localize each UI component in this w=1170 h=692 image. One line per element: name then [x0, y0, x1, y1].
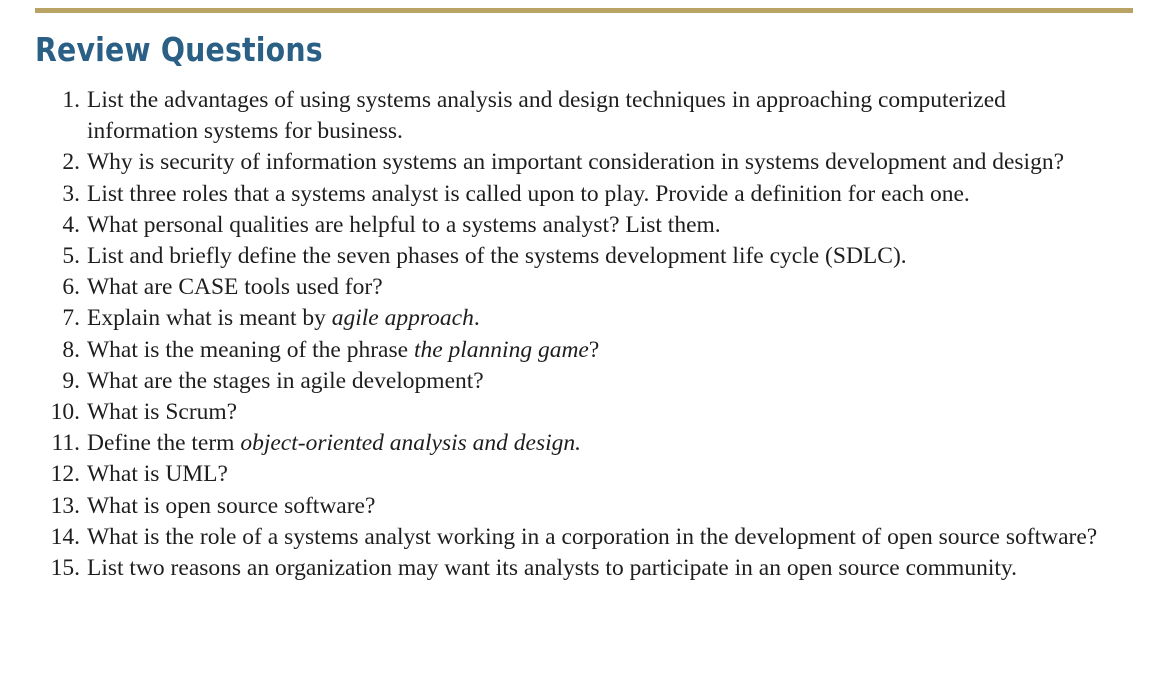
question-text-lead: Explain what is meant by: [87, 305, 332, 332]
question-item: [0, 210, 1170, 241]
question-text: List the advantages of using systems analysis and design techniques in approaching computerized information systems for business.: [87, 87, 1006, 145]
question-number: 1.: [62, 87, 80, 113]
question-item: [0, 147, 1170, 178]
question-number: 10.: [50, 399, 80, 426]
question-term: agile approach: [331, 305, 474, 332]
question-item: [0, 272, 1170, 303]
question-text: What are CASE tools used for?: [87, 274, 383, 301]
question-item: [0, 303, 1170, 334]
question-item: [0, 522, 1170, 553]
question-text: What is the role of a systems analyst working in a corporation in the development of open source software?: [87, 523, 1098, 550]
question-number: 4.: [62, 211, 80, 238]
question-item: [0, 241, 1170, 272]
question-text-lead: What is the meaning of the phrase: [87, 336, 414, 363]
question-number: 3.: [62, 180, 80, 207]
top-rule: [35, 8, 1133, 13]
question-item: [0, 491, 1170, 522]
question-text: What is open source software?: [87, 492, 376, 519]
question-text: What is UML?: [87, 461, 228, 488]
question-text: List two reasons an organization may want its analysts to participate in an open source community.: [87, 555, 1017, 582]
question-item: [0, 428, 1170, 459]
question-term: object-oriented analysis and design.: [240, 430, 582, 457]
question-number: 14.: [50, 523, 80, 550]
question-text: [87, 305, 480, 331]
question-number: 5.: [62, 243, 80, 270]
question-item: [0, 179, 1170, 210]
question-item: [0, 553, 1170, 584]
question-text: List and briefly define the seven phases of the systems development life cycle (SDLC).: [87, 243, 907, 270]
question-text-lead: Define the term: [87, 430, 241, 457]
question-number: 8.: [62, 336, 80, 363]
question-number: 6.: [62, 274, 80, 301]
question-number: 11.: [51, 430, 80, 457]
question-term: the planning game: [413, 336, 589, 363]
question-number: 9.: [62, 367, 80, 394]
question-number: 2.: [62, 149, 80, 176]
question-text: What personal qualities are helpful to a systems analyst? List them.: [87, 211, 721, 238]
question-text: List three roles that a systems analyst is called upon to play. Provide a definition for each one.: [87, 180, 970, 207]
question-item: [0, 85, 1170, 147]
question-text-tail: .: [473, 305, 480, 332]
question-number: 12.: [50, 461, 80, 488]
question-text: Why is security of information systems an important consideration in systems development and design?: [87, 149, 1065, 176]
question-number: 13.: [50, 492, 80, 519]
question-text: [87, 337, 599, 363]
question-number: 15.: [50, 555, 80, 582]
question-item: [0, 335, 1170, 366]
question-item: [0, 459, 1170, 490]
question-item: [0, 366, 1170, 397]
question-item: [0, 397, 1170, 428]
review-questions-list: [0, 85, 1170, 584]
question-text: What is Scrum?: [87, 399, 238, 426]
question-text-tail: ?: [588, 336, 600, 363]
question-text: [87, 430, 581, 456]
question-text: What are the stages in agile development?: [87, 367, 484, 394]
section-heading: Review Questions: [35, 30, 323, 69]
question-number: 7.: [62, 305, 80, 332]
